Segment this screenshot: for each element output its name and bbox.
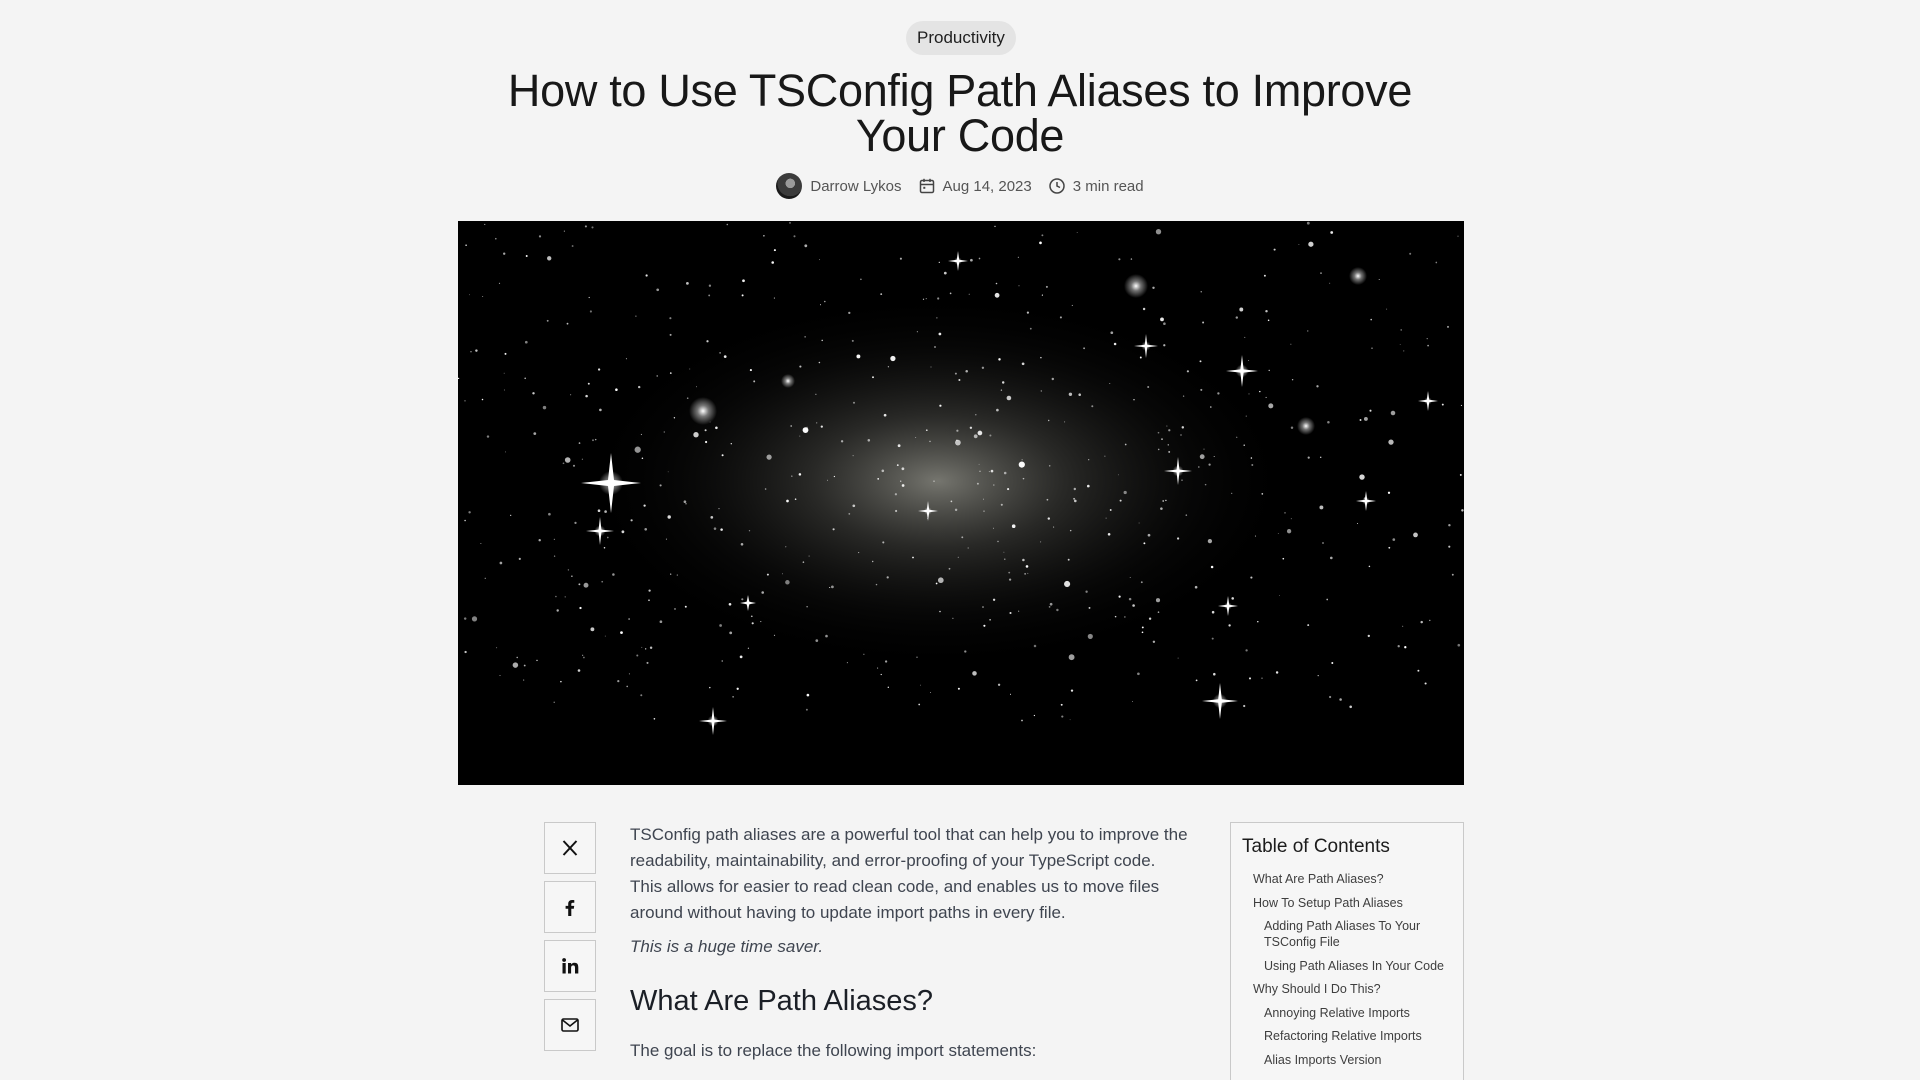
toc-item[interactable]: Why Should I Do This? [1253,982,1381,996]
toc-item[interactable]: Annoying Relative Imports [1264,1005,1410,1020]
mail-icon [560,1015,580,1035]
publish-date: Aug 14, 2023 [942,177,1032,195]
calendar-icon [918,177,936,195]
x-icon [560,838,580,858]
intro-paragraph: TSConfig path aliases are a powerful tool that can help you to improve the readability, maintainability, and error-proofing of your TypeScript code. This allows for easier to read clean code, and enables us to move files around without having to update import paths in every file. [630,825,1188,922]
read-time: 3 min read [1072,177,1144,195]
share-facebook-button[interactable] [544,881,596,933]
table-of-contents [1230,822,1464,1080]
facebook-icon [560,897,580,917]
author-name[interactable]: Darrow Lykos [810,177,902,195]
share-email-button[interactable] [544,999,596,1051]
clock-icon [1048,177,1066,195]
toc-item[interactable]: Refactoring Relative Imports [1264,1029,1422,1043]
toc-title: Table of Contents [1242,836,1390,857]
share-x-button[interactable] [544,822,596,874]
section-heading: What Are Path Aliases? [630,985,934,1017]
toc-item[interactable]: Using Path Aliases In Your Code [1264,958,1444,973]
emphasis-quote: This is a huge time saver. [630,937,824,956]
article-body [630,822,1190,1064]
toc-item[interactable]: What Are Path Aliases? [1253,872,1384,886]
author-avatar [776,173,802,199]
toc-item[interactable]: Alias Imports Version [1264,1052,1382,1067]
toc-item[interactable]: Adding Path Aliases To Your TSConfig File [1264,919,1421,949]
share-linkedin-button[interactable] [544,940,596,992]
linkedin-icon [560,956,580,976]
toc-item[interactable]: How To Setup Path Aliases [1253,895,1403,910]
hero-image [458,221,1464,785]
section-paragraph: The goal is to replace the following import statements: [630,1041,1037,1060]
article-meta [0,172,1920,200]
article-title: How to Use TSConfig Path Aliases to Improve Your Code [507,65,1413,161]
category-tag[interactable]: Productivity [906,21,1016,55]
starfield-illustration [458,221,1464,785]
